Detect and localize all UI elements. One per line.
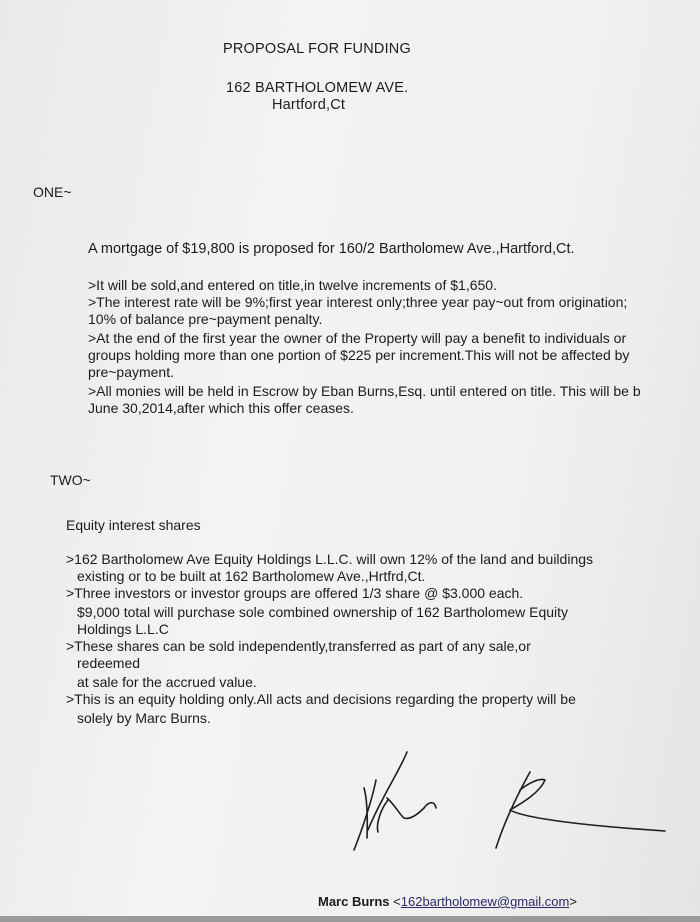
section-two-line: >Three investors or investor groups are offered 1/3 share @ $3.000 each. xyxy=(66,585,524,601)
document-title: PROPOSAL FOR FUNDING xyxy=(223,41,411,57)
email-link[interactable]: 162bartholomew@gmail.com xyxy=(400,894,570,909)
section-one-line: >All monies will be held in Escrow by Eban Burns,Esq. until entered on title. This will be b xyxy=(88,383,641,399)
section-two-line: Holdings L.L.C xyxy=(77,621,169,637)
section-one-line: >It will be sold,and entered on title,in twelve increments of $1,650. xyxy=(88,277,497,293)
address-line-2: Hartford,Ct xyxy=(272,97,346,113)
section-one-line: >The interest rate will be 9%;first year interest only;three year pay~out from origination; xyxy=(88,294,628,310)
section-two-line: existing or to be built at 162 Bartholomew Ave.,Hrtfrd,Ct. xyxy=(77,568,426,584)
section-two-line: redeemed xyxy=(77,655,141,671)
section-two-line: $9,000 total will purchase sole combined ownership of 162 Bartholomew Equity xyxy=(77,604,569,620)
section-one-intro: A mortgage of $19,800 is proposed for 160/2 Bartholomew Ave.,Hartford,Ct. xyxy=(88,241,575,257)
email-open-bracket: < xyxy=(393,894,401,909)
handwritten-signature xyxy=(340,730,680,860)
section-two-heading: TWO~ xyxy=(50,472,91,488)
section-two-subheading: Equity interest shares xyxy=(66,517,201,533)
section-one-line: >At the end of the first year the owner of the Property will pay a benefit to individuals or xyxy=(88,330,627,346)
section-one-line: pre~payment. xyxy=(88,364,174,380)
section-two-line: >This is an equity holding only.All acts and decisions regarding the property will be xyxy=(66,691,576,707)
section-one-line: June 30,2014,after which this offer ceases. xyxy=(88,400,354,416)
section-one-line: groups holding more than one portion of $225 per increment.This will not be affected by xyxy=(88,347,630,363)
section-two-line: >162 Bartholomew Ave Equity Holdings L.L.C. will own 12% of the land and buildings xyxy=(66,551,594,567)
section-two-line: at sale for the accrued value. xyxy=(77,674,257,690)
address-line-1: 162 BARTHOLOMEW AVE. xyxy=(226,80,409,96)
section-two-line: solely by Marc Burns. xyxy=(77,710,211,726)
section-one-line: 10% of balance pre~payment penalty. xyxy=(88,311,323,327)
page-bottom-edge xyxy=(0,916,700,922)
signer-name xyxy=(318,893,577,910)
section-two-line: >These shares can be sold independently,transferred as part of any sale,or xyxy=(66,638,531,654)
signer-name-text: Marc Burns xyxy=(318,894,390,909)
email-close-bracket: > xyxy=(569,894,577,909)
section-one-heading: ONE~ xyxy=(33,184,72,200)
